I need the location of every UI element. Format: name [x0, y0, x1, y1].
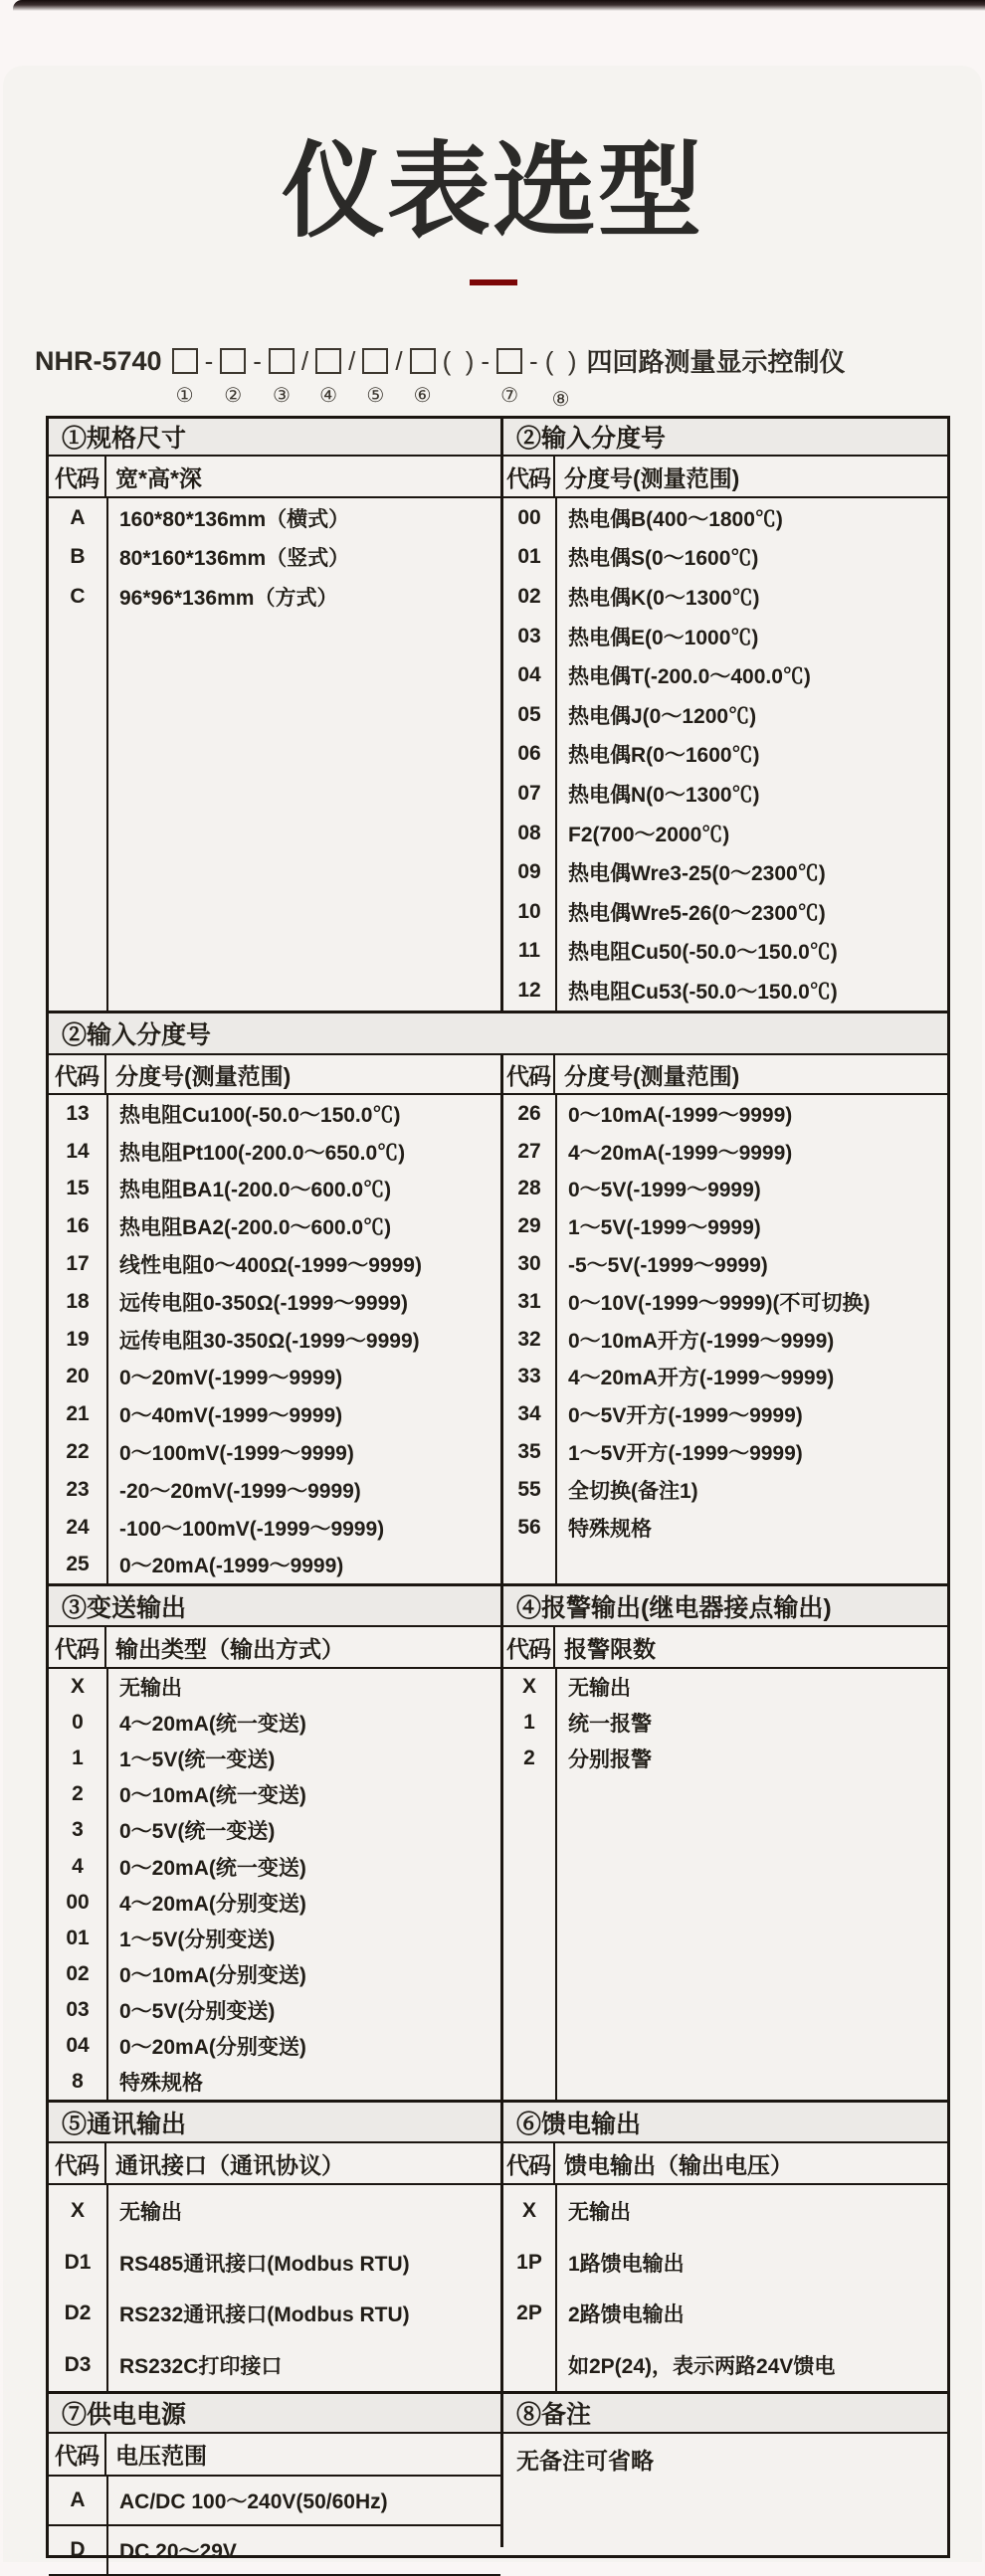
row-label: 热电阻BA1(-200.0～600.0℃)	[119, 1179, 392, 1202]
row-label: 热电偶R(0～1600℃)	[568, 744, 760, 768]
table-row	[49, 1133, 500, 1171]
row-label: 热电阻BA2(-200.0～600.0℃)	[119, 1216, 392, 1240]
feed-output-header: 馈电输出（输出电压）	[564, 2151, 793, 2178]
row-code: 15	[66, 1177, 90, 1200]
table-row	[49, 1705, 500, 1741]
model-code-part	[220, 344, 246, 405]
row-label: -5～5V(-1999～9999)	[568, 1254, 768, 1278]
model-code-glyph: /	[395, 345, 403, 376]
row-code: 00	[517, 505, 541, 529]
model-code-glyph	[172, 348, 198, 374]
row-code: 01	[517, 545, 541, 569]
row-code: 16	[66, 1214, 90, 1238]
table-row	[49, 1812, 500, 1848]
row-code: X	[521, 2198, 536, 2222]
code-column-header: 代码	[503, 1627, 555, 1667]
model-code-part	[301, 344, 308, 409]
row-label: 热电偶E(0～1000℃)	[568, 626, 759, 649]
transmit-output-rows	[49, 1669, 503, 2100]
section-band-7-8	[49, 2391, 947, 2434]
row-label: 0～5V(统一变送)	[119, 1820, 276, 1844]
code-column-header: 代码	[503, 1055, 555, 1093]
row-code: X	[521, 1675, 536, 1699]
row-code: X	[70, 1675, 85, 1699]
model-code-part	[362, 344, 388, 405]
row-label: 热电偶B(400～1800℃)	[568, 507, 783, 531]
row-label: 1～5V(统一变送)	[119, 1748, 276, 1772]
row-code: 03	[66, 1997, 90, 2021]
row-code: C	[70, 584, 86, 608]
table-row	[49, 1776, 500, 1812]
row-code: 02	[517, 584, 541, 608]
table-row	[503, 1471, 947, 1509]
alarm-limit-header: 报警限数	[564, 1635, 656, 1662]
section7-title: ⑦供电电源	[49, 2394, 503, 2432]
row-label: -20～20mV(-1999～9999)	[119, 1479, 361, 1503]
row-code: 05	[517, 702, 541, 726]
row-label: RS232C打印接口	[119, 2354, 283, 2378]
table-row	[49, 1992, 500, 2028]
model-code-part	[496, 344, 522, 405]
row-label: 热电偶K(0～1300℃)	[568, 586, 760, 610]
row-code: 33	[517, 1365, 541, 1388]
table-row	[49, 1885, 500, 1921]
model-code-glyph: -	[204, 345, 214, 376]
input-rows-26-56	[503, 1095, 947, 1583]
row-label: RS485通讯接口(Modbus RTU)	[119, 2252, 410, 2276]
table-row	[503, 1741, 947, 1776]
row-label: RS232通讯接口(Modbus RTU)	[119, 2303, 410, 2327]
power-supply-rows	[49, 2477, 500, 2576]
row-label: 80*160*136mm（竖式）	[119, 547, 350, 571]
row-code: 34	[517, 1402, 541, 1426]
header-row-3	[49, 1627, 947, 1669]
table-row	[503, 617, 947, 656]
row-code: 27	[517, 1139, 541, 1163]
row-label: 0～5V(分别变送)	[119, 1999, 276, 2023]
row-label: 2路馈电输出	[568, 2303, 685, 2327]
table-row	[503, 774, 947, 814]
row-code: 19	[66, 1327, 90, 1351]
model-code-part	[395, 344, 402, 409]
model-code-glyph	[410, 348, 436, 374]
table-row	[503, 2185, 947, 2237]
table-row	[49, 1359, 500, 1396]
row-code: 08	[517, 821, 541, 844]
row-label: 0～10mA开方(-1999～9999)	[568, 1329, 835, 1353]
model-code-part	[205, 344, 214, 409]
model-description: 四回路测量显示控制仪	[586, 347, 846, 377]
row-label: 4～20mA(分别变送)	[119, 1892, 306, 1916]
row-label: -100～100mV(-1999～9999)	[119, 1517, 385, 1541]
selection-table	[46, 416, 950, 2563]
row-code: 55	[517, 1477, 541, 1501]
model-code-glyph: ( )	[442, 345, 475, 376]
row-label: 0～10mA(统一变送)	[119, 1784, 306, 1808]
table-row	[49, 1509, 500, 1547]
row-code: 09	[517, 860, 541, 884]
model-code-glyph	[269, 348, 295, 374]
code-column-header: 代码	[49, 1055, 106, 1093]
row-label: 热电偶Wre5-26(0～2300℃)	[568, 901, 826, 925]
row-label: 热电偶J(0～1200℃)	[568, 704, 757, 728]
table-row	[503, 932, 947, 972]
table-row	[49, 1207, 500, 1245]
row-label: 0～10mA(分别变送)	[119, 1963, 306, 1987]
row-label: 4～20mA(统一变送)	[119, 1713, 306, 1737]
section5-title: ⑤通讯输出	[49, 2103, 503, 2141]
row-code: 3	[72, 1818, 84, 1842]
model-code-position-number: ⑦	[500, 385, 519, 407]
row-code: D1	[64, 2250, 92, 2274]
table-row	[503, 2237, 947, 2289]
model-code-position-number: ⑤	[366, 385, 385, 407]
page-title: 仪表选型	[281, 134, 703, 250]
header-row-7	[49, 2434, 500, 2477]
row-code: A	[70, 505, 86, 529]
row-code: 13	[66, 1101, 90, 1125]
table-row	[49, 498, 500, 538]
section8-title: ⑧备注	[516, 2401, 592, 2429]
table-row	[503, 814, 947, 853]
table-row	[49, 2339, 500, 2391]
row-label: 0～20mA(-1999～9999)	[119, 1555, 344, 1578]
row-label: F2(700～2000℃)	[568, 823, 730, 846]
section-band-5-6	[49, 2100, 947, 2143]
row-code: 18	[66, 1289, 90, 1313]
row-label: 特殊规格	[119, 2072, 203, 2096]
table-row	[49, 1171, 500, 1208]
row-code: 11	[517, 939, 541, 963]
table-row	[503, 892, 947, 932]
model-code-glyph: -	[481, 345, 491, 376]
row-code: 56	[517, 1515, 541, 1539]
table-row	[503, 1171, 947, 1208]
row-label: 热电阻Cu50(-50.0～150.0℃)	[568, 941, 838, 965]
table-row	[503, 1283, 947, 1321]
model-code-glyph	[496, 348, 522, 374]
header-row-2	[49, 1055, 947, 1095]
row-code: 32	[517, 1327, 541, 1351]
top-accent-bar	[13, 0, 985, 11]
row-label: 统一报警	[568, 1713, 652, 1737]
row-label: 远传电阻0-350Ω(-1999～9999)	[119, 1291, 408, 1315]
row-label: 特殊规格	[568, 1517, 652, 1541]
model-code-glyph: -	[529, 345, 538, 376]
row-label: 0～40mV(-1999～9999)	[119, 1404, 343, 1428]
table-row	[49, 1095, 500, 1133]
row-code: 26	[517, 1101, 541, 1125]
row-code: 03	[517, 624, 541, 647]
header-row-5	[49, 2143, 947, 2185]
input-rows-00-12	[503, 498, 947, 1011]
model-code-glyph	[362, 348, 388, 374]
model-code-part	[410, 344, 436, 405]
row-label: 0～100mV(-1999～9999)	[119, 1442, 354, 1466]
table-row	[49, 1547, 500, 1584]
row-code: 02	[66, 1961, 90, 1985]
section3-title: ③变送输出	[49, 1586, 503, 1625]
section-band-1-2	[49, 419, 947, 457]
row-label: 无输出	[568, 2200, 631, 2224]
row-code: D	[70, 2538, 86, 2561]
table-row	[503, 1395, 947, 1433]
comm-output-rows	[49, 2185, 503, 2391]
table-row	[49, 1848, 500, 1884]
table-row	[49, 577, 500, 617]
table-row	[49, 2237, 500, 2289]
table-row	[49, 1956, 500, 1992]
model-code-part	[545, 344, 577, 409]
row-code: 22	[66, 1440, 90, 1464]
row-code: 07	[517, 781, 541, 805]
model-code-position-number: ②	[224, 385, 243, 407]
table-row	[49, 1283, 500, 1321]
input-rows-13-25	[49, 1095, 503, 1583]
size-column-header: 宽*高*深	[115, 464, 202, 491]
row-code: 01	[66, 1926, 90, 1949]
row-code: B	[70, 545, 86, 569]
row-label: 1路馈电输出	[568, 2252, 685, 2276]
alarm-output-rows	[503, 1669, 947, 2100]
remark-note: 无备注可省略	[516, 2448, 654, 2474]
row-label: 分别报警	[568, 1748, 652, 1772]
model-code-part	[172, 344, 198, 405]
model-code-part	[253, 344, 262, 409]
row-code: 04	[517, 663, 541, 687]
row-code: 2	[72, 1782, 84, 1806]
model-code-position-number: ⑥	[413, 385, 432, 407]
row-code: 1	[72, 1747, 84, 1770]
table-row	[49, 2028, 500, 2064]
row-code: D2	[64, 2301, 92, 2325]
row-label: 160*80*136mm（横式）	[119, 507, 350, 531]
table-row	[503, 2339, 947, 2391]
code-column-header: 代码	[49, 1627, 106, 1667]
table-row	[503, 498, 947, 538]
section6-title: ⑥馈电输出	[516, 2110, 642, 2138]
row-label: 热电偶T(-200.0～400.0℃)	[568, 665, 811, 689]
code-column-header: 代码	[503, 457, 555, 496]
table-row	[49, 1433, 500, 1471]
row-label: 0～5V(-1999～9999)	[568, 1179, 761, 1202]
row-code: 2P	[516, 2301, 542, 2325]
model-code-position-number: ①	[175, 385, 194, 407]
model-code-glyph	[315, 348, 341, 374]
row-code: 10	[517, 899, 541, 923]
row-label: 1～5V(分别变送)	[119, 1928, 276, 1951]
title-divider-dash	[470, 279, 517, 285]
range-column-header: 分度号(测量范围)	[564, 1062, 740, 1089]
table-row	[503, 1133, 947, 1171]
row-label: 0～5V开方(-1999～9999)	[568, 1404, 803, 1428]
row-label: 0～10V(-1999～9999)(不可切换)	[568, 1291, 871, 1315]
row-code: 06	[517, 742, 541, 766]
row-label: 热电偶S(0～1600℃)	[568, 547, 759, 571]
table-row	[49, 1245, 500, 1283]
table-row	[49, 2526, 500, 2576]
row-code: 04	[66, 2033, 90, 2057]
row-label: 热电阻Cu53(-50.0～150.0℃)	[568, 980, 838, 1004]
table-row	[503, 2288, 947, 2339]
table-row	[503, 1433, 947, 1471]
row-label: 0～10mA(-1999～9999)	[568, 1103, 793, 1127]
table-row	[503, 1321, 947, 1359]
table-row	[503, 1509, 947, 1547]
row-code: 17	[66, 1252, 90, 1276]
row-label: 1～5V开方(-1999～9999)	[568, 1442, 803, 1466]
voltage-range-header: 电压范围	[115, 2443, 207, 2469]
header-row-1	[49, 457, 947, 498]
row-label: 无输出	[568, 1677, 631, 1701]
row-code: 23	[66, 1477, 90, 1501]
row-code: 30	[517, 1252, 541, 1276]
table-row	[49, 538, 500, 578]
model-code-parts	[172, 344, 577, 409]
table-row	[503, 1095, 947, 1133]
row-code: 8	[72, 2070, 84, 2094]
row-label: 无输出	[119, 1677, 182, 1701]
model-code-position-number: ⑧	[551, 389, 570, 411]
table-row	[49, 1669, 500, 1705]
row-code: 24	[66, 1515, 90, 1539]
row-label: 0～20mV(-1999～9999)	[119, 1367, 343, 1390]
row-label: 0～20mA(统一变送)	[119, 1856, 306, 1880]
model-code-glyph: ( )	[544, 345, 577, 376]
row-code: 00	[66, 1890, 90, 1914]
comm-interface-header: 通讯接口（通讯协议）	[115, 2151, 344, 2178]
table-row	[49, 1321, 500, 1359]
row-code: 35	[517, 1440, 541, 1464]
table-row	[503, 971, 947, 1011]
code-column-header: 代码	[49, 2434, 106, 2475]
row-code: 20	[66, 1365, 90, 1388]
row-label: 0～20mA(分别变送)	[119, 2035, 306, 2059]
table-row	[503, 735, 947, 775]
table-row	[503, 695, 947, 735]
row-label: AC/DC 100～240V(50/60Hz)	[119, 2490, 388, 2513]
table-row	[49, 1921, 500, 1956]
table-row	[503, 1207, 947, 1245]
model-code-part	[348, 344, 355, 409]
row-label: 4～20mA开方(-1999～9999)	[568, 1367, 835, 1390]
row-label: 96*96*136mm（方式）	[119, 586, 338, 610]
output-type-header: 输出类型（输出方式）	[115, 1635, 344, 1662]
model-code-glyph: -	[253, 345, 262, 376]
row-code: 1	[523, 1711, 535, 1735]
model-code-part	[481, 344, 490, 409]
model-code-part	[315, 344, 341, 405]
table-row	[49, 2064, 500, 2100]
table-row	[49, 1471, 500, 1509]
row-code: 2	[523, 1747, 535, 1770]
row-label: DC 20～29V	[119, 2540, 237, 2563]
table-row	[503, 852, 947, 892]
row-label: 1～5V(-1999～9999)	[568, 1216, 761, 1240]
row-code: 14	[66, 1139, 90, 1163]
row-code: 21	[66, 1402, 90, 1426]
row-code: A	[70, 2488, 86, 2511]
row-code: 4	[72, 1854, 84, 1878]
table-row	[503, 1359, 947, 1396]
feed-output-rows	[503, 2185, 947, 2391]
model-code-position-number: ④	[319, 385, 338, 407]
section1-title: ①规格尺寸	[49, 419, 503, 455]
section-band-2: ②输入分度号	[49, 1011, 947, 1055]
table-row	[49, 1395, 500, 1433]
table-row	[49, 2477, 500, 2526]
model-code-glyph: /	[300, 345, 309, 376]
section2-title: ②输入分度号	[516, 425, 667, 453]
code-column-header: 代码	[49, 457, 106, 496]
table-row	[49, 2185, 500, 2237]
row-label: 热电偶Wre3-25(0～2300℃)	[568, 862, 826, 886]
row-label: 无输出	[119, 2200, 182, 2224]
model-code-part	[443, 344, 475, 409]
table-row	[49, 1741, 500, 1776]
section4-title: ④报警输出(继电器接点输出)	[516, 1593, 832, 1622]
range-column-header: 分度号(测量范围)	[564, 464, 740, 491]
model-prefix: NHR-5740	[35, 346, 162, 376]
model-code-position-number: ③	[272, 385, 291, 407]
row-code: 31	[517, 1289, 541, 1313]
model-code-glyph	[220, 348, 246, 374]
table-row	[503, 538, 947, 578]
table-row	[503, 1669, 947, 1705]
code-column-header: 代码	[49, 2143, 106, 2183]
row-code: 28	[517, 1177, 541, 1200]
model-code-line	[35, 344, 975, 409]
table-row	[49, 2288, 500, 2339]
row-code: 29	[517, 1214, 541, 1238]
row-code: X	[70, 2198, 85, 2222]
row-label: 远传电阻30-350Ω(-1999～9999)	[119, 1329, 420, 1353]
model-code-part	[269, 344, 295, 405]
table-row	[503, 577, 947, 617]
table-row	[503, 655, 947, 695]
size-rows	[49, 498, 503, 1011]
row-code: 12	[517, 978, 541, 1002]
section-band-3-4	[49, 1583, 947, 1627]
row-label: 全切换(备注1)	[568, 1479, 698, 1503]
table-row	[503, 1705, 947, 1741]
row-code: 25	[66, 1553, 90, 1576]
row-label: 如2P(24)，表示两路24V馈电	[568, 2354, 836, 2378]
code-column-header: 代码	[503, 2143, 555, 2183]
row-label: 线性电阻0～400Ω(-1999～9999)	[119, 1254, 422, 1278]
row-label: 热电偶N(0～1300℃)	[568, 783, 760, 807]
row-label: 热电阻Pt100(-200.0～650.0℃)	[119, 1141, 406, 1165]
range-column-header: 分度号(测量范围)	[115, 1062, 292, 1089]
row-code: 0	[72, 1711, 84, 1735]
model-code-glyph: /	[348, 345, 356, 376]
model-code-part	[529, 344, 538, 409]
row-label: 4～20mA(-1999～9999)	[568, 1141, 793, 1165]
row-label: 热电阻Cu100(-50.0～150.0℃)	[119, 1103, 401, 1127]
table-row	[503, 1245, 947, 1283]
row-code: D3	[64, 2352, 92, 2376]
row-code: 1P	[516, 2250, 542, 2274]
